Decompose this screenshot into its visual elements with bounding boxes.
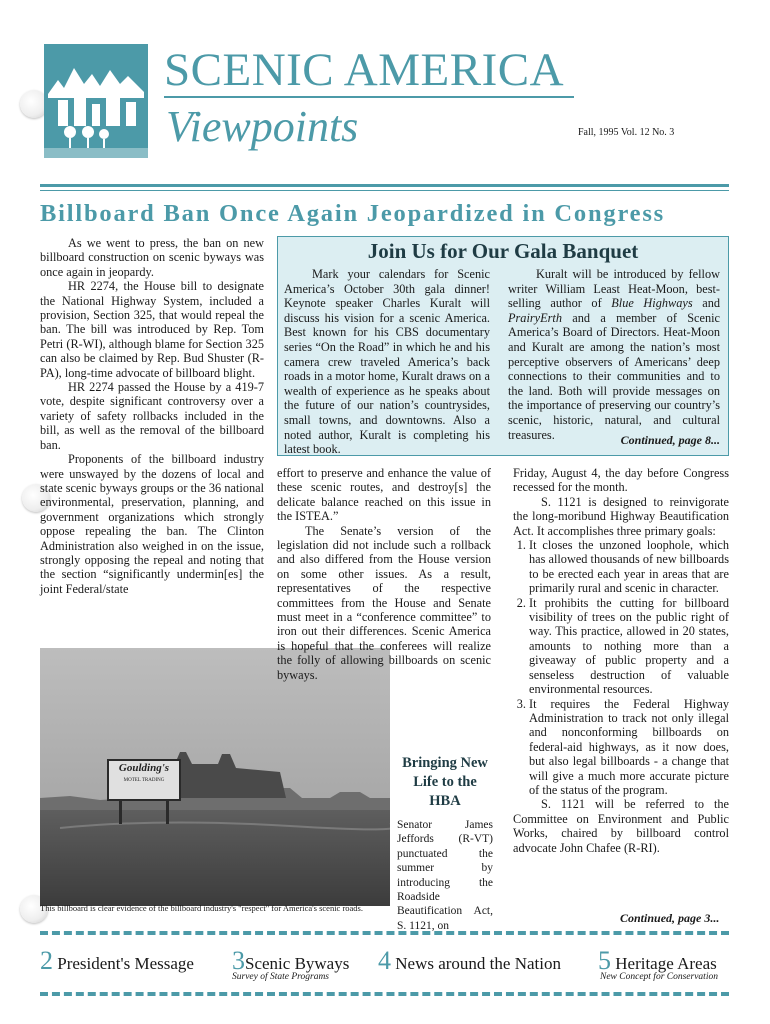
right-continued-link[interactable]: Continued, page 3... [620,911,720,925]
bottom-dashed-rule-1 [40,931,729,935]
goal-item-3: 3. It requires the Federal Highway Administration to track not only illegal and nonconforming billboards on federal-aid highways, as it now does, but also legal billboards - a change that will give a much more accurate picture of the status of the program. [529,697,729,798]
masthead-logo [44,44,148,158]
middle-column-lower [397,818,493,933]
billboard-sign-subtext: MOTEL TRADING [123,778,165,783]
photo-caption: This billboard is clear evidence of the billboard industry's "respect" for America's scenic roads. [40,903,363,913]
toc-item-news[interactable] [378,946,561,976]
book-title-prairyerth: PrairyErth [508,310,562,325]
lead-paragraph-3: HR 2274 passed the House by a 419-7 vote, despite significant controversy over a variety of safety rollbacks included in the bill, as well as the removal of the billboard ban. [40,380,264,452]
goal-item-1: 1. It closes the unzoned loophole, which has allowed thousands of new billboards to be erected each year in areas that are primarily rural and scenic in character. [529,538,729,596]
middle-column-upper [277,466,491,704]
toc-label: Heritage Areas [615,954,717,973]
masthead-title-rule [164,96,574,98]
middle-paragraph-2: The Senate’s version of the legislation did not include such a rollback and also differed from the House version on some other issues. As a result, representatives of the respective committees from the House and Senate must meet in a “conference committee” to iron out their differences. Scenic America is hopeful that the conferees will realize the folly of allowing billboards on scenic byways. [277,523,491,682]
toc-subtitle-heritage-areas: New Concept for Conservation [600,972,718,982]
lead-paragraph-4: Proponents of the billboard industry were unswayed by the dozens of local and state scenic byways groups or the 36 national environmental, preservation, planning, and government organizations which strongly oppose repealing the ban. The Clinton Administration also weighed in on the issue, strongly opposing the repeal and noting that the section “significantly undermin[es] the joint Federal/state [40,452,264,596]
issue-line: Fall, 1995 Vol. 12 No. 3 [578,127,675,138]
toc-page-number: 2 [40,946,53,975]
billboard-sign-text: Goulding's [118,762,170,774]
toc-label: Scenic Byways [245,954,350,973]
toc-page-number: 5 [598,946,611,975]
gala-left-text: Mark your calendars for Scenic America’s October 30th gala dinner! Keynote speaker Charles Kuralt will discuss his vision for a scenic America. Best known for his CBS documentary series “On the Road” in which he and his camera crew traveled America’s back roads in a motor home, Kuralt draws on a wealth of experience as he speaks about the future of our nation’s countrysides, small towns, and downtowns. Also a noted author, Kuralt is completing his latest book. [284,267,490,457]
masthead-title: SCENIC AMERICA [164,44,565,96]
top-rule [40,184,729,187]
right-paragraph-1: Friday, August 4, the day before Congress recessed for the month. [513,466,729,495]
top-rule-thin [40,190,729,191]
toc-item-presidents-message[interactable] [40,946,194,976]
gala-continued-link[interactable]: Continued, page 8... [620,433,720,447]
toc-label: News around the Nation [395,954,561,973]
right-paragraph-2: S. 1121 is designed to reinvigorate the long-moribund Highway Beautification Act. It accomplishes three primary goals: [513,494,729,538]
masthead-subtitle: Viewpoints [166,102,359,151]
toc-label: President's Message [57,954,194,973]
gala-right-text: Kuralt will be introduced by fellow writer William Least Heat-Moon, best-selling author of Blue Highways and PrairyErth and a member of Scenic America’s Board of Directors. Heat-Moon and Kuralt are among the nation’s most perceptive observers of Americans’ deep connections to their communities and to the land. Both will provide messages on the importance of preserving our country’s scenic, historic, natural, and cultural treasures. [508,267,721,442]
lead-article-column [40,236,264,596]
lead-paragraph-1: As we went to press, the ban on new billboard construction on scenic byways was once again in jeopardy. [40,236,264,279]
goals-list [513,538,729,797]
city-skyline-icon [44,44,148,158]
toc-page-number: 3 [232,946,245,975]
right-paragraph-3: S. 1121 will be referred to the Committee on Environment and Public Works, chaired by billboard control advocate John Chafee (R-RI). [513,797,729,855]
toc-page-number: 4 [378,946,391,975]
middle-paragraph-1: effort to preserve and enhance the value of these scenic routes, and destroy[s] the delicate balance reached on this issue in the ISTEA.” [277,466,491,524]
headline: Billboard Ban Once Again Jeopardized in Congress [40,200,666,227]
hba-subhead: Bringing New Life to the HBA [402,755,488,809]
right-column [513,466,729,855]
bottom-dashed-rule-2 [40,992,729,996]
gala-title: Join Us for Our Gala Banquet [367,239,639,263]
gala-banquet-box [277,236,729,456]
toc-subtitle-scenic-byways: Survey of State Programs [232,972,330,982]
lead-paragraph-2: HR 2274, the House bill to designate the National Highway System, included a provision, Section 325, that would repeal the ban. The bill was introduced by Rep. Tom Petri (R-WI), although blame for Section 325 can also be claimed by Rep. Bud Shuster (R-PA), long-time advocate of billboard blight. [40,279,264,380]
goal-item-2: 2. It prohibits the cutting for billboard visibility of trees on the public right of way. This practice, allowed in 20 states, amounts to nothing more than a giveaway of public property and a senseless destruction of valuable environmental resources. [529,596,729,697]
middle-paragraph-3: Senator James Jeffords (R-VT) punctuated the summer by introducing the Roadside Beautification Act, S. 1121, on [397,819,493,932]
book-title-blue-highways: Blue Highways [611,296,693,311]
